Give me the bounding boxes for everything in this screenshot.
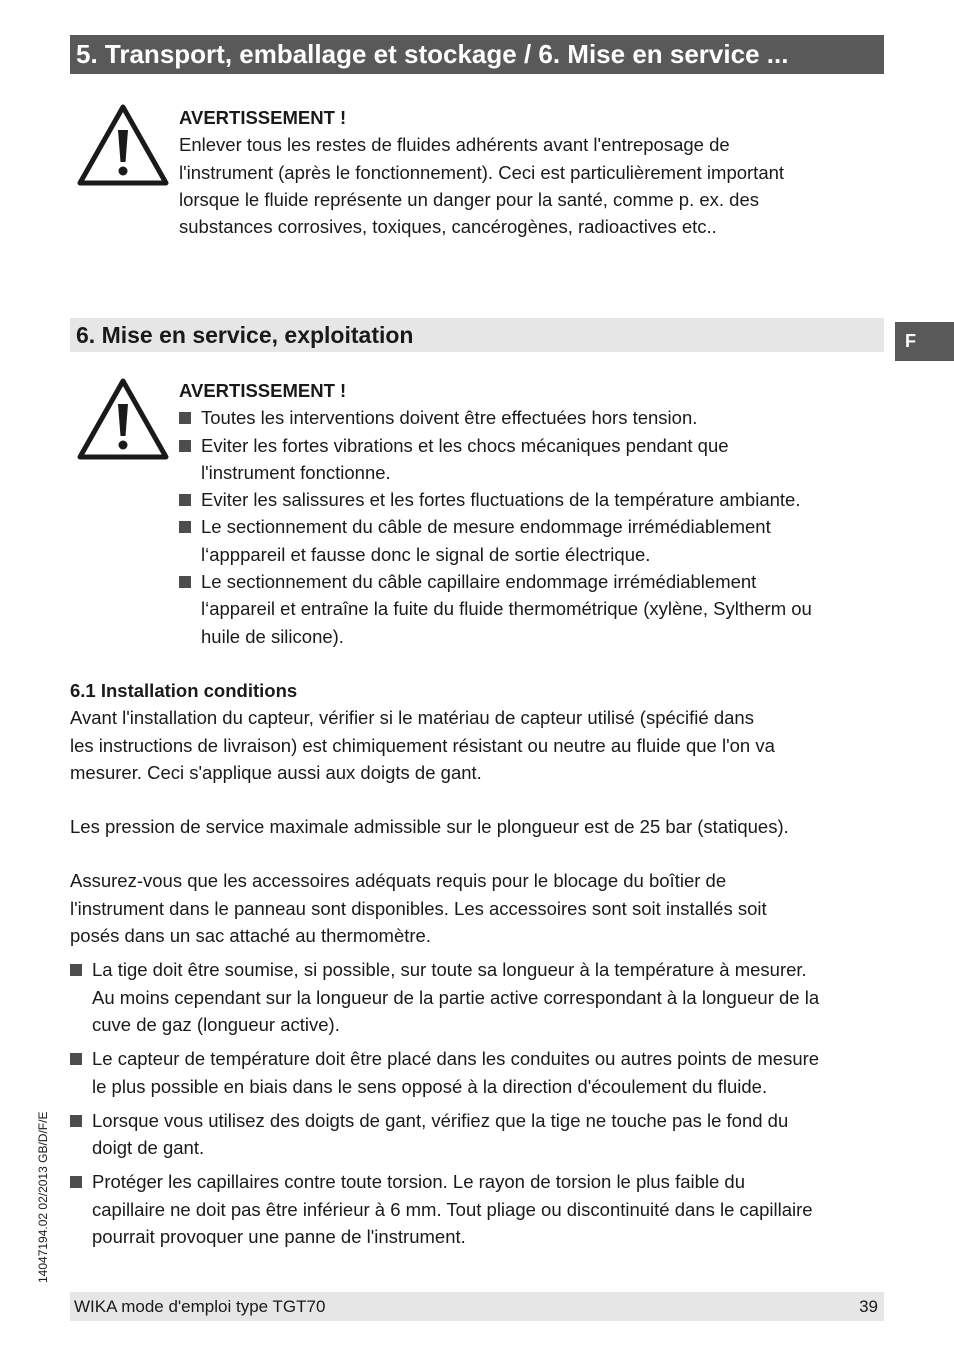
warning-2-bullet <box>179 404 879 431</box>
paragraph-line: mesurer. Ceci s'applique aussi aux doigts de gant. <box>70 761 482 783</box>
bullet-line: cuve de gaz (longueur active). <box>92 1013 340 1035</box>
bullet-line: le plus possible en biais dans le sens opposé à la direction d'écoulement du fluide. <box>92 1075 768 1097</box>
paragraph-line: Assurez-vous que les accessoires adéquats requis pour le blocage du boîtier de <box>70 870 727 892</box>
bullet-line: La tige doit être soumise, si possible, sur toute sa longueur à la température à mesurer. <box>92 959 807 981</box>
footer-title: WIKA mode d'emploi type TGT70 <box>74 1297 326 1316</box>
installation-bullet <box>70 1107 890 1162</box>
warning-triangle-icon <box>77 378 169 460</box>
bullet-line: l'instrument fonctionne. <box>201 461 391 483</box>
bullet-square-icon <box>70 1176 82 1188</box>
installation-bullet <box>70 956 890 1038</box>
paragraph-line: Avant l'installation du capteur, vérifier si le matériau de capteur utilisé (spécifié dans <box>70 707 754 729</box>
installation-bullet <box>70 1168 890 1250</box>
installation-bullet <box>70 1045 890 1100</box>
warning-1-line: substances corrosives, toxiques, cancérogènes, radioactives etc.. <box>179 216 717 238</box>
warning-2-text <box>179 377 879 650</box>
document-code: 14047194.02 02/2013 GB/D/F/E <box>36 1111 50 1283</box>
paragraph-line: posés dans un sac attaché au thermomètre. <box>70 925 431 947</box>
bullet-square-icon <box>179 576 191 588</box>
warning-1-text <box>179 104 879 240</box>
language-tab: F <box>895 322 954 361</box>
warning-2-bullet <box>179 486 879 513</box>
warning-1-line: Enlever tous les restes de fluides adhérents avant l'entreposage de <box>179 134 730 156</box>
warning-1-line: l'instrument (après le fonctionnement). Ceci est particulièrement important <box>179 161 785 183</box>
warning-2-bullet <box>179 513 879 568</box>
page-number: 39 <box>859 1297 878 1316</box>
bullet-square-icon <box>70 1115 82 1127</box>
bullet-line: Le capteur de température doit être placé dans les conduites ou autres points de mesure <box>92 1048 820 1070</box>
bullet-square-icon <box>179 521 191 533</box>
bullet-line: Lorsque vous utilisez des doigts de gant, vérifiez que la tige ne touche pas le fond du <box>92 1109 789 1131</box>
bullet-line: Le sectionnement du câble capillaire endommage irrémédiablement <box>201 571 757 593</box>
warning-2-bullet <box>179 568 879 650</box>
warning-2-bullet <box>179 432 879 487</box>
bullet-line: Au moins cependant sur la longueur de la partie active correspondant à la longueur de la <box>92 986 820 1008</box>
bullet-square-icon <box>179 412 191 424</box>
section-6-1-heading: 6.1 Installation conditions <box>70 680 298 701</box>
section-6-1 <box>70 677 890 1257</box>
bullet-square-icon <box>70 964 82 976</box>
paragraph-line: les instructions de livraison) est chimiquement résistant ou neutre au fluide que l'on va <box>70 734 775 756</box>
page-footer <box>70 1292 884 1321</box>
paragraph-line: l'instrument dans le panneau sont disponibles. Les accessoires sont soit installés soit <box>70 897 767 919</box>
bullet-line: l‘appareil et entraîne la fuite du fluide thermométrique (xylène, Syltherm ou <box>201 598 812 620</box>
bullet-line: doigt de gant. <box>92 1137 205 1159</box>
paragraph-line: Les pression de service maximale admissible sur le plongueur est de 25 bar (statiques). <box>70 816 789 838</box>
bullet-line: huile de silicone). <box>201 625 344 647</box>
bullet-square-icon <box>179 494 191 506</box>
bullet-line: Eviter les salissures et les fortes fluctuations de la température ambiante. <box>201 489 801 511</box>
section-5-heading: 5. Transport, emballage et stockage / 6. Mise en service ... <box>70 35 884 74</box>
warning-1-heading: AVERTISSEMENT ! <box>179 107 347 128</box>
bullet-line: pourrait provoquer une panne de l'instrument. <box>92 1226 466 1248</box>
warning-2-heading: AVERTISSEMENT ! <box>179 380 347 401</box>
bullet-line: Toutes les interventions doivent être effectuées hors tension. <box>201 407 698 429</box>
bullet-line: Eviter les fortes vibrations et les chocs mécaniques pendant que <box>201 434 729 456</box>
bullet-line: l‘apppareil et fausse donc le signal de sortie électrique. <box>201 543 651 565</box>
warning-1-line: lorsque le fluide représente un danger pour la santé, comme p. ex. des <box>179 188 760 210</box>
bullet-line: capillaire ne doit pas être inférieur à 6 mm. Tout pliage ou discontinuité dans le capillaire <box>92 1198 813 1220</box>
bullet-line: Le sectionnement du câble de mesure endommage irrémédiablement <box>201 516 771 538</box>
bullet-square-icon <box>179 440 191 452</box>
bullet-square-icon <box>70 1053 82 1065</box>
warning-triangle-icon <box>77 104 169 186</box>
bullet-line: Protéger les capillaires contre toute torsion. Le rayon de torsion le plus faible du <box>92 1171 746 1193</box>
section-6-heading: 6. Mise en service, exploitation <box>70 318 884 352</box>
